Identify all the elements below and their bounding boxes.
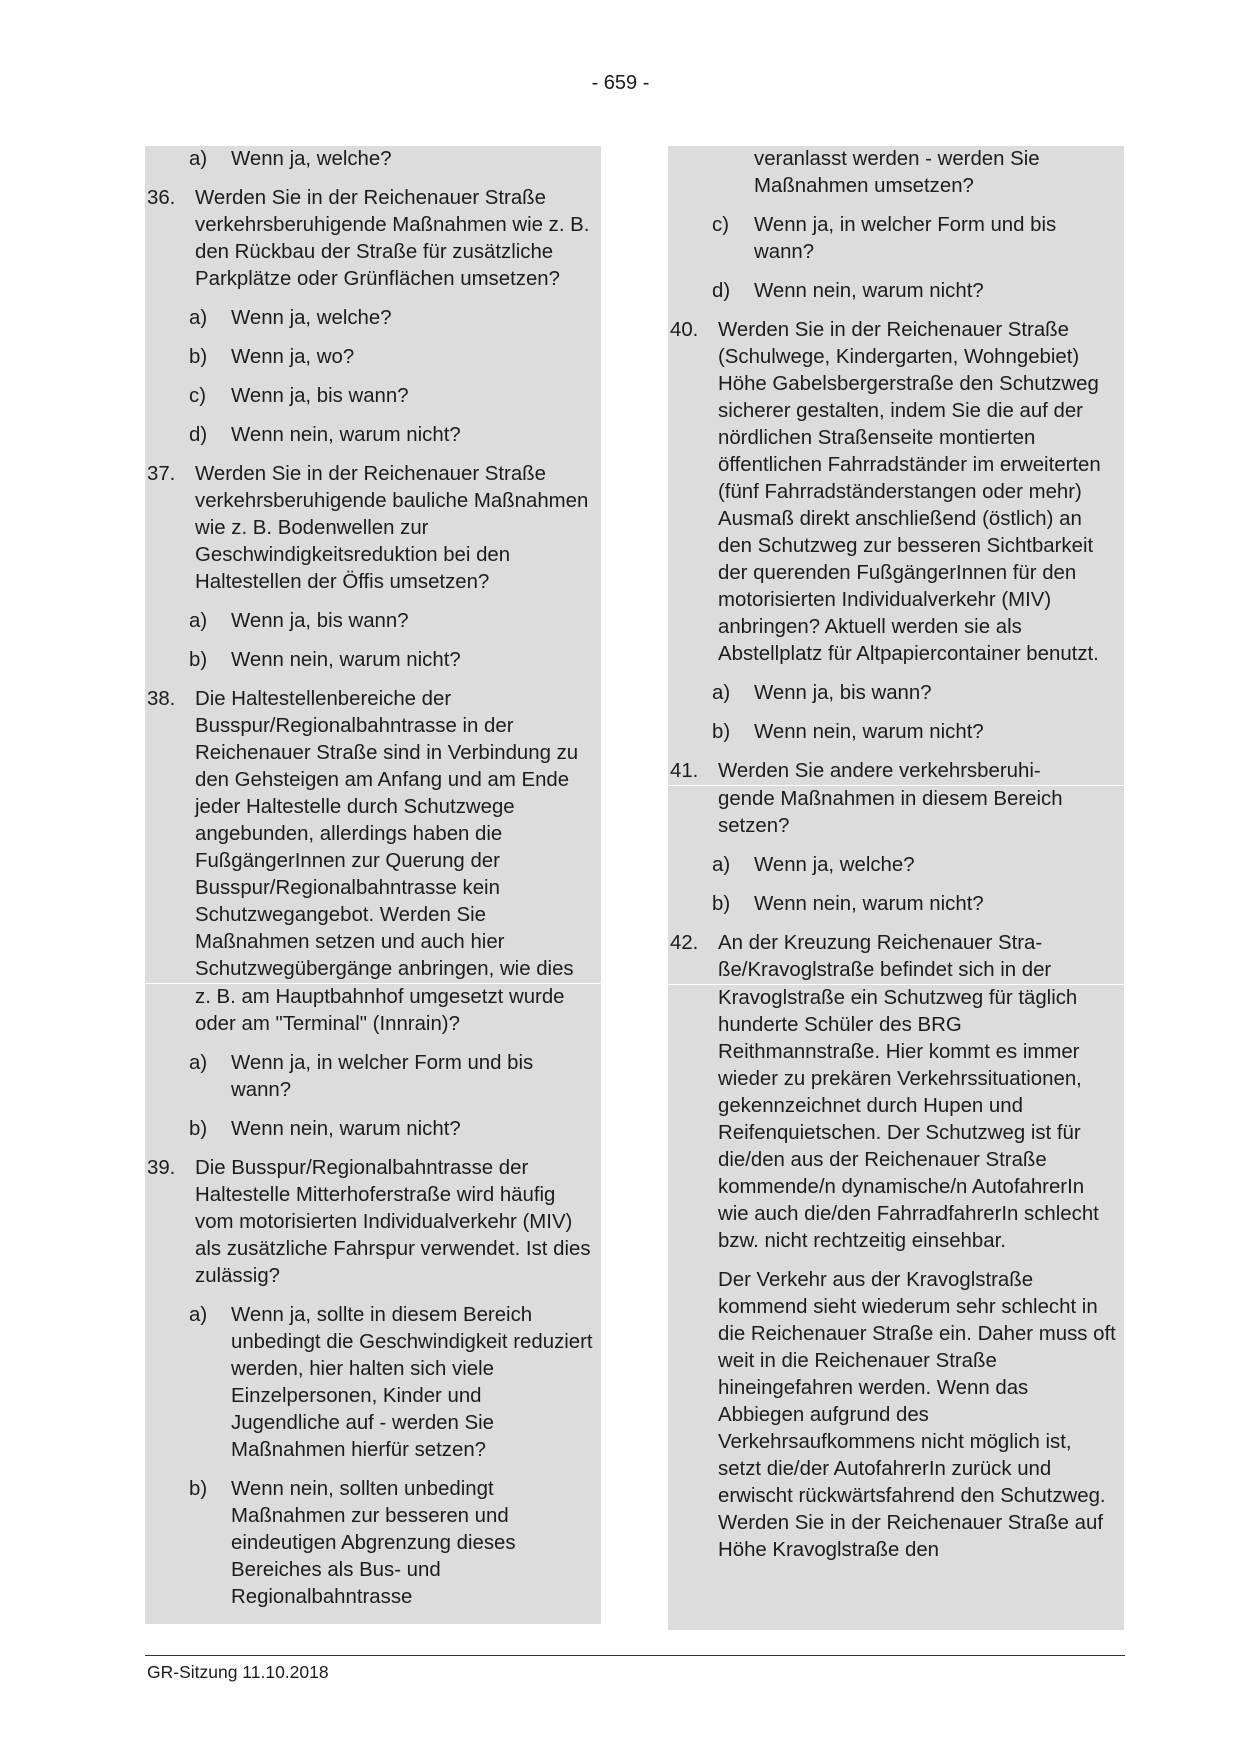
sub-item [145, 647, 595, 674]
page-number: - 659 - [591, 72, 650, 94]
sub-text: Wenn nein, warum nicht? [231, 649, 461, 671]
sub-text: Wenn ja, in welcher Form und bis wann? [231, 1052, 534, 1101]
sub-text: Wenn ja, welche? [231, 148, 392, 170]
sub-label: b) [189, 649, 208, 671]
question-text: Die Busspur/Regionalbahntrasse der Haltestelle Mitterhoferstraße wird häufig vom motorisierten Individualverkehr (MIV) als zusätzliche Fahrspur verwendet. Ist dies zulässig? [195, 1157, 591, 1287]
left-column [145, 146, 601, 1624]
footer-text: GR-Sitzung 11.10.2018 [147, 1662, 329, 1682]
sub-item [145, 1116, 595, 1143]
question-number: 41. [670, 760, 699, 782]
question-text: Werden Sie in der Reichenauer Straße verkehrsberuhigende Maßnahmen wie z. B. den Rückbau der Straße für zusätzliche Parkplätze oder Grünflächen umsetzen? [195, 187, 590, 290]
question-text: Werden Sie andere verkehrsberuhi- [718, 760, 1041, 782]
sub-item [145, 422, 595, 449]
question-number: 36. [147, 187, 176, 209]
question-number: 38. [147, 688, 176, 710]
question-continuation: z. B. am Hauptbahnhof umgesetzt wurde oder am "Terminal" (Innrain)? [195, 986, 565, 1035]
question-37 [145, 461, 595, 596]
sub-label: a) [189, 1304, 208, 1326]
sub-text: Wenn ja, bis wann? [754, 682, 932, 704]
sub-text: Wenn ja, sollte in diesem Bereich unbedingt die Geschwindigkeit reduziert werden, hier halten sich viele Einzelpersonen, Kinder und Jugendliche auf - werden Sie Maßnahmen hierfür setzen? [231, 1304, 593, 1461]
sub-item [145, 1050, 595, 1104]
sub-text: Wenn nein, warum nicht? [754, 721, 984, 743]
sub-label: d) [189, 424, 208, 446]
paragraph: Der Verkehr aus der Kravoglstraße kommend sieht wiederum sehr schlecht in die Reichenauer Straße ein. Daher muss oft weit in die Reichenauer Straße hineingefahren werden. Wenn das Abbiegen aufgrund des Verkehrsaufkommens nicht möglich ist, setzt die/der AutofahrerIn zurück und erwischt rückwärtsfahrend den Schutzweg. Werden Sie in der Reichenauer Straße auf Höhe Kravoglstraße den [718, 1269, 1116, 1561]
sub-label: a) [712, 682, 731, 704]
sub-item [668, 891, 1118, 918]
sub-text: Wenn nein, warum nicht? [231, 424, 461, 446]
sub-label: c) [712, 214, 729, 236]
sub-label: b) [189, 1478, 208, 1500]
sub-label: a) [189, 610, 208, 632]
question-number: 37. [147, 463, 176, 485]
question-continuation: gende Maßnahmen in diesem Bereich setzen? [718, 788, 1063, 837]
question-continuation: Kravoglstraße ein Schutzweg für täglich hunderte Schüler des BRG Reithmannstraße. Hier kommt es immer wieder zu prekären Verkehrssituationen, gekennzeichnet durch Hupen und Reifenquietschen. Der Schutzweg ist für die/den aus der Reichenauer Straße kommende/n dynamische/n AutofahrerIn wie auch die/den FahrradfahrerIn schlecht bzw. nicht rechtzeitig einsehbar. [718, 987, 1099, 1252]
right-column [668, 146, 1124, 1630]
sub-label: b) [712, 893, 731, 915]
sub-text: Wenn ja, wo? [231, 346, 355, 368]
sub-label: b) [189, 1118, 208, 1140]
sub-text: Wenn ja, bis wann? [231, 610, 409, 632]
question-number: 42. [670, 932, 699, 954]
sub-text: Wenn nein, warum nicht? [231, 1118, 461, 1140]
sub-text: Wenn nein, warum nicht? [754, 280, 984, 302]
question-text: Werden Sie in der Reichenauer Straße verkehrsberuhigende bauliche Maßnahmen wie z. B. Bodenwellen zur Geschwindigkeitsreduktion bei den Haltestellen der Öffis umsetzen? [195, 463, 589, 593]
question-40 [668, 317, 1118, 668]
footer-rule [145, 1655, 1125, 1656]
sub-item [145, 383, 595, 410]
sub-item [145, 344, 595, 371]
question-number: 40. [670, 319, 699, 341]
sub-item [145, 1302, 595, 1464]
question-39 [145, 1155, 595, 1290]
sub-continuation: veranlasst werden - werden Sie Maßnahmen umsetzen? [754, 148, 1040, 197]
question-text: An der Kreuzung Reichenauer Stra- [718, 932, 1043, 954]
sub-text: Wenn nein, sollten unbedingt Maßnahmen zur besseren und eindeutigen Abgrenzung dieses Bereiches als Bus- und Regionalbahntrasse [231, 1478, 516, 1608]
sub-text: Wenn ja, bis wann? [231, 385, 409, 407]
sub-text: Wenn ja, welche? [231, 307, 392, 329]
sub-text: Wenn nein, warum nicht? [754, 893, 984, 915]
sub-item [668, 680, 1118, 707]
sub-item [668, 852, 1118, 879]
sub-item [668, 278, 1118, 305]
sub-text: Wenn ja, in welcher Form und bis wann? [754, 214, 1057, 263]
sub-label: d) [712, 280, 731, 302]
sub-item [668, 719, 1118, 746]
question-continuation: ße/Kravoglstraße befindet sich in der [718, 959, 1052, 981]
sub-item [145, 1476, 595, 1611]
question-38 [145, 686, 595, 983]
sub-text: Wenn ja, welche? [754, 854, 915, 876]
sub-label: b) [712, 721, 731, 743]
sub-label: a) [189, 148, 208, 170]
sub-item [145, 305, 595, 332]
question-number: 39. [147, 1157, 176, 1179]
sub-label: a) [189, 1052, 208, 1074]
sub-item [668, 212, 1118, 266]
sub-label: b) [189, 346, 208, 368]
sub-label: c) [189, 385, 206, 407]
question-41 [668, 758, 1118, 785]
sub-label: a) [189, 307, 208, 329]
sub-item [145, 146, 595, 173]
sub-label: a) [712, 854, 731, 876]
question-36 [145, 185, 595, 293]
question-text: Die Haltestellenbereiche der Busspur/Regionalbahntrasse in der Reichenauer Straße sind in Verbindung zu den Gehsteigen am Anfang und am Ende jeder Haltestelle durch Schutzwege angebunden, allerdings haben die FußgängerInnen zur Querung der Busspur/Regionalbahntrasse kein Schutzwegangebot. Werden Sie Maßnahmen setzen und auch hier Schutzwegübergänge anbringen, wie dies [195, 688, 579, 980]
sub-item [145, 608, 595, 635]
question-text: Werden Sie in der Reichenauer Straße (Schulwege, Kindergarten, Wohngebiet) Höhe Gabelsbergerstraße den Schutzweg sicherer gestalten, indem Sie die auf der nördlichen Straßenseite montierten öffentlichen Fahrradständer im erweiterten (fünf Fahrradständerstangen oder mehr) Ausmaß direkt anschließend (östlich) an den Schutzweg zur besseren Sichtbarkeit der querenden FußgängerInnen für den motorisierten Individualverkehr (MIV) anbringen? Aktuell werden sie als Abstellplatz für Altpapiercontainer benutzt. [718, 319, 1101, 665]
question-42 [668, 930, 1118, 957]
